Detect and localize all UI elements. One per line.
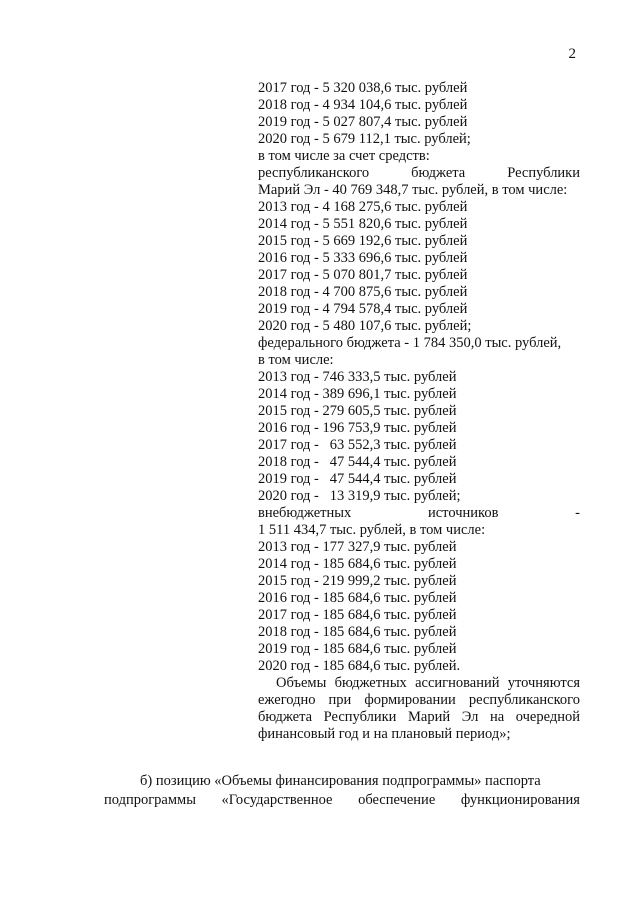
heading-word: источников [427, 505, 499, 521]
funding-line: 2017 год - 185 684,6 тыс. рублей [258, 607, 457, 623]
heading-word: бюджета [411, 165, 466, 181]
funding-line: 2020 год - 5 480 107,6 тыс. рублей; [258, 318, 472, 334]
funding-line: 2017 год - 5 070 801,7 тыс. рублей [258, 267, 468, 283]
funding-block-total [258, 80, 580, 165]
funding-line: в том числе за счет средств: [258, 148, 430, 164]
funding-line: федерального бюджета - 1 784 350,0 тыс. рублей, [258, 335, 562, 351]
funding-line: 2013 год - 177 327,9 тыс. рублей [258, 539, 457, 555]
funding-line: 2019 год - 47 544,4 тыс. рублей [258, 471, 457, 487]
funding-line: 2013 год - 746 333,5 тыс. рублей [258, 369, 457, 385]
funding-line: 2019 год - 185 684,6 тыс. рублей [258, 641, 457, 657]
funding-line: 2014 год - 185 684,6 тыс. рублей [258, 556, 457, 572]
funding-line: в том числе: [258, 352, 334, 368]
amendment-line-1: б) позицию «Объемы финансирования подпрограммы» паспорта [140, 773, 541, 789]
amendment-word: «Государственное [221, 792, 333, 808]
heading-word: Республики [507, 165, 580, 181]
heading-word: республиканского [258, 165, 370, 181]
amendment-line-2 [104, 791, 580, 810]
funding-line: 2014 год - 389 696,1 тыс. рублей [258, 386, 457, 402]
heading-word: - [575, 505, 580, 521]
funding-line: 2017 год - 63 552,3 тыс. рублей [258, 437, 457, 453]
funding-line: 2019 год - 4 794 578,4 тыс. рублей [258, 301, 468, 317]
page-number: 2 [568, 46, 576, 62]
funding-line: 2015 год - 279 605,5 тыс. рублей [258, 403, 457, 419]
funding-line: 2018 год - 4 934 104,6 тыс. рублей [258, 97, 468, 113]
funding-line: 2019 год - 5 027 807,4 тыс. рублей [258, 114, 468, 130]
amendment-word: подпрограммы [104, 792, 196, 808]
funding-line: 1 511 434,7 тыс. рублей, в том числе: [258, 522, 486, 538]
funding-block-extrabudgetary [258, 522, 580, 675]
funding-column [258, 80, 580, 743]
funding-block-republic-federal [258, 182, 580, 505]
heading-word: внебюджетных [258, 505, 352, 521]
funding-line: 2013 год - 4 168 275,6 тыс. рублей [258, 199, 468, 215]
amendment-word: функционирования [460, 792, 580, 808]
funding-line: 2017 год - 5 320 038,6 тыс. рублей [258, 80, 468, 96]
funding-line: 2020 год - 185 684,6 тыс. рублей. [258, 658, 461, 674]
funding-line: 2020 год - 5 679 112,1 тыс. рублей; [258, 131, 471, 147]
funding-line: 2015 год - 5 669 192,6 тыс. рублей [258, 233, 468, 249]
amendment-word: обеспечение [358, 792, 436, 808]
funding-line: 2018 год - 47 544,4 тыс. рублей [258, 454, 457, 470]
republic-budget-heading [258, 165, 580, 182]
extrabudgetary-heading [258, 505, 580, 522]
funding-line: 2020 год - 13 319,9 тыс. рублей; [258, 488, 461, 504]
amendment-paragraph [104, 772, 580, 810]
allocation-note: Объемы бюджетных ассигнований уточняются ежегодно при формировании республиканского бюджета Республики Марий Эл на очередной финансовый год и на плановый период»; [258, 675, 580, 742]
funding-line: 2018 год - 185 684,6 тыс. рублей [258, 624, 457, 640]
funding-line: 2018 год - 4 700 875,6 тыс. рублей [258, 284, 468, 300]
funding-line: 2016 год - 185 684,6 тыс. рублей [258, 590, 457, 606]
funding-line: 2016 год - 196 753,9 тыс. рублей [258, 420, 457, 436]
funding-line: 2015 год - 219 999,2 тыс. рублей [258, 573, 457, 589]
funding-line: Марий Эл - 40 769 348,7 тыс. рублей, в том числе: [258, 182, 568, 198]
funding-line: 2016 год - 5 333 696,6 тыс. рублей [258, 250, 468, 266]
funding-line: 2014 год - 5 551 820,6 тыс. рублей [258, 216, 468, 232]
